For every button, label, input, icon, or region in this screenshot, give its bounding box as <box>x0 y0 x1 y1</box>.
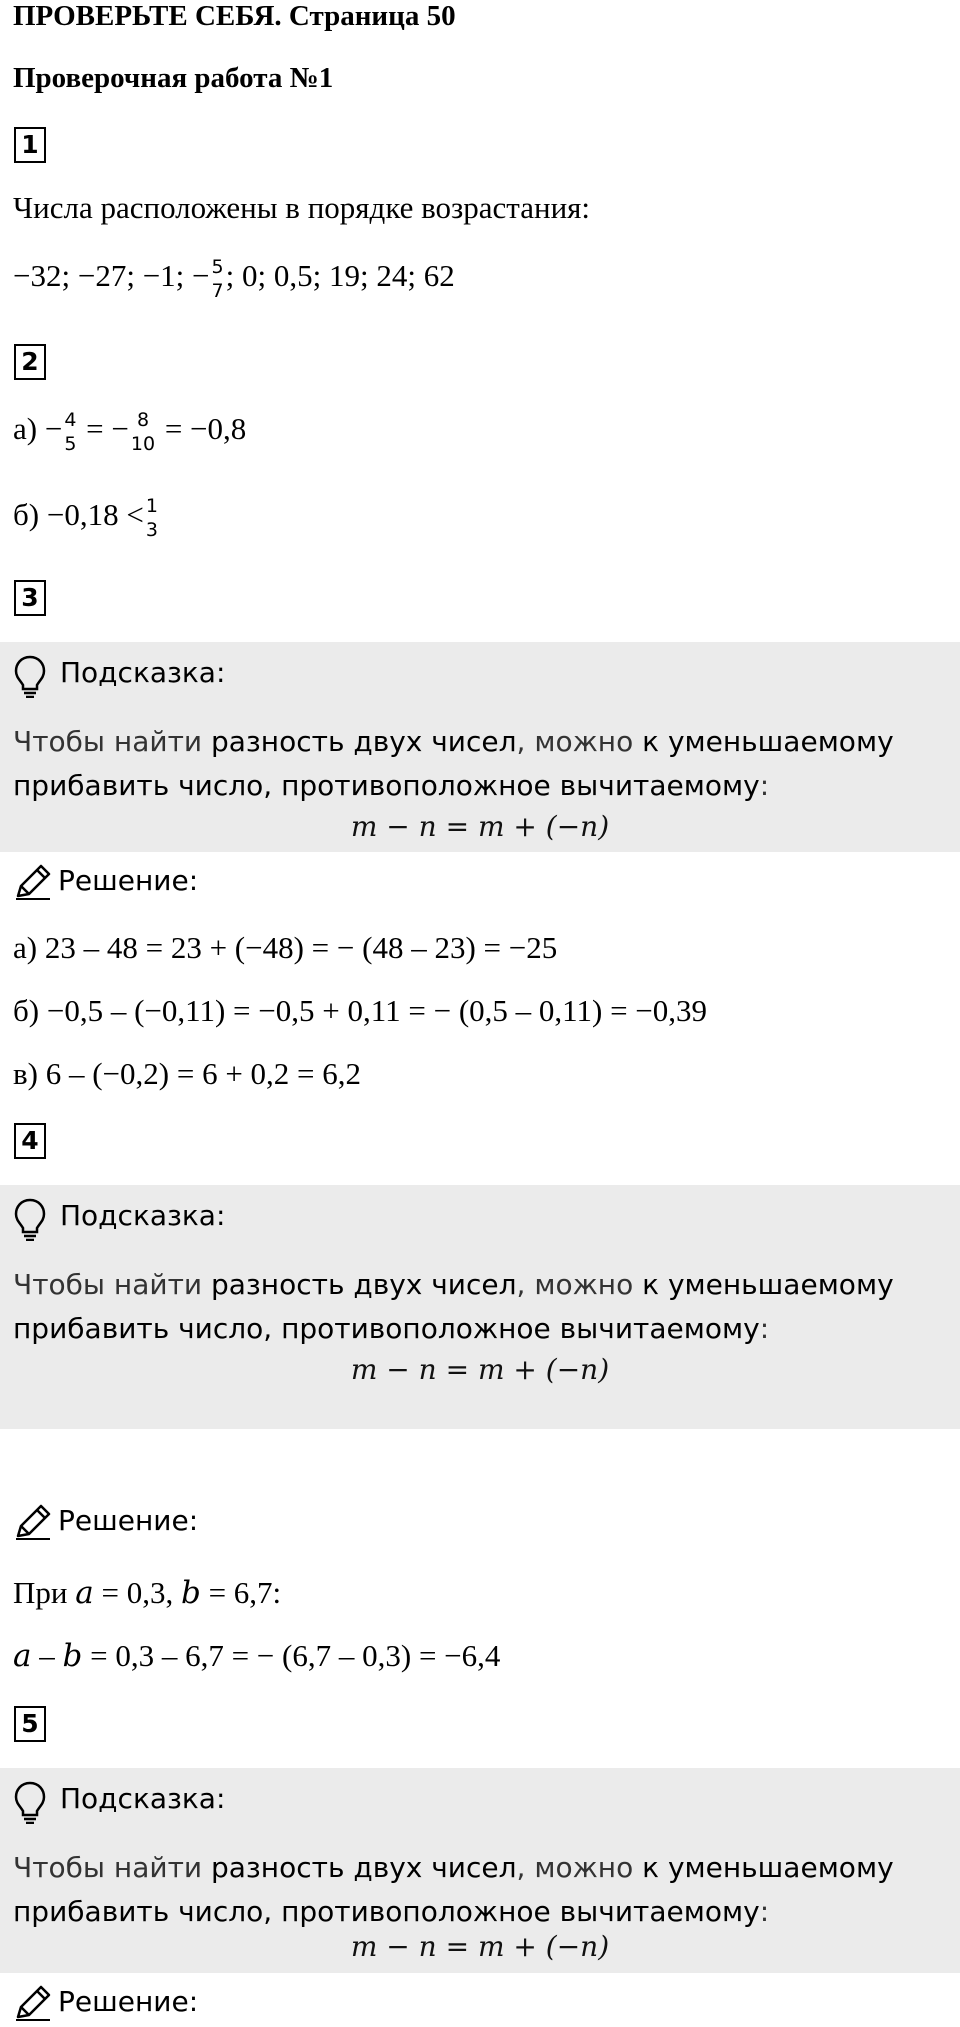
task1-sequence <box>13 255 455 303</box>
hint-box-5 <box>0 1768 960 1973</box>
variable-a: a <box>13 1638 32 1674</box>
hint-text <box>13 720 953 808</box>
variable-a: a <box>75 1575 94 1611</box>
task4-text-part: При <box>13 1575 76 1610</box>
hint-bold-term: прибавить число, противоположное вычитаемому <box>13 769 760 802</box>
hint-bold-term: прибавить число, противоположное вычитаемому <box>13 1312 760 1345</box>
hint-bold-term: разность двух чисел <box>210 1268 517 1301</box>
hint-box-4 <box>0 1185 960 1429</box>
hint-title: Подсказка: <box>60 1199 226 1232</box>
fraction-denominator: 3 <box>145 519 158 541</box>
fraction-denominator: 5 <box>64 433 77 455</box>
hint-bold-term: к уменьшаемому <box>642 1268 894 1301</box>
pencil-icon <box>12 862 54 902</box>
page-subtitle: Проверочная работа №1 <box>13 62 334 94</box>
task-number-1: 1 <box>14 127 46 163</box>
fraction-denominator: 7 <box>211 280 224 302</box>
hint-text-part: Чтобы найти <box>13 1268 211 1301</box>
hint-bold-term: разность двух чисел <box>210 1851 517 1884</box>
task2-a-prefix: а) − <box>13 411 63 447</box>
solution-label: Решение: <box>58 1504 199 1537</box>
hint-text-part: : <box>759 769 770 802</box>
solution-label: Решение: <box>58 864 199 897</box>
hint-bold-term: к уменьшаемому <box>642 1851 894 1884</box>
hint-text-part: , можно <box>516 1851 643 1884</box>
task3-line-b: б) −0,5 – (−0,11) = −0,5 + 0,11 = − (0,5 – 0,11) = −0,39 <box>13 993 708 1028</box>
hint-formula: m − n = m + (−n) <box>350 1353 610 1386</box>
task-number-5: 5 <box>14 1706 46 1742</box>
task1-seq-before: −32; −27; −1; − <box>13 258 210 294</box>
fraction-numerator: 5 <box>211 256 224 278</box>
variable-b: b <box>180 1575 201 1611</box>
hint-text-part: Чтобы найти <box>13 725 211 758</box>
hint-text-part: , можно <box>516 1268 643 1301</box>
hint-text-part: : <box>759 1895 770 1928</box>
hint-text <box>13 1263 953 1351</box>
task2-b-prefix: б) −0,18 < <box>13 497 144 533</box>
task1-text: Числа расположены в порядке возрастания: <box>13 190 591 225</box>
task-number-4: 4 <box>14 1123 46 1159</box>
task1-seq-after: ; 0; 0,5; 19; 24; 62 <box>225 258 455 294</box>
task4-line-1 <box>13 1575 281 1611</box>
pencil-icon <box>12 1502 54 1542</box>
task2-line-b <box>13 494 160 542</box>
hint-formula: m − n = m + (−n) <box>350 1930 610 1963</box>
solution-heading-3 <box>12 862 198 902</box>
task3-line-c: в) 6 – (−0,2) = 6 + 0,2 = 6,2 <box>13 1056 362 1091</box>
task3-line-a: а) 23 – 48 = 23 + (−48) = − (48 – 23) = −25 <box>13 930 558 965</box>
fraction-denominator: 10 <box>130 433 156 455</box>
pencil-icon <box>12 1983 54 2023</box>
lightbulb-icon <box>12 654 48 698</box>
task2-line-a <box>13 408 246 456</box>
task2-fraction-2 <box>131 408 155 456</box>
task4-text-part: = 0,3 – 6,7 = − (6,7 – 0,3) = −6,4 <box>82 1638 501 1673</box>
hint-text-part: , можно <box>516 725 643 758</box>
hint-text-part: : <box>759 1312 770 1345</box>
task4-text-part: = 0,3, <box>93 1575 181 1610</box>
lightbulb-icon <box>12 1197 48 1241</box>
hint-text-part: Чтобы найти <box>13 1851 211 1884</box>
task2-a-end: = −0,8 <box>157 411 247 447</box>
task-number-2: 2 <box>14 344 46 380</box>
task-number-3: 3 <box>14 580 46 616</box>
hint-bold-term: разность двух чисел <box>210 725 517 758</box>
hint-text <box>13 1846 953 1934</box>
lightbulb-icon <box>12 1780 48 1824</box>
task4-line-2 <box>13 1638 500 1674</box>
fraction-numerator: 4 <box>64 409 77 431</box>
solution-heading-5 <box>12 1983 198 2023</box>
fraction-numerator: 1 <box>145 495 158 517</box>
task2-fraction-1 <box>64 408 76 456</box>
task2-fraction-3 <box>146 494 158 542</box>
task4-text-part: = 6,7: <box>200 1575 282 1610</box>
variable-b: b <box>62 1638 83 1674</box>
hint-bold-term: к уменьшаемому <box>642 725 894 758</box>
hint-title: Подсказка: <box>60 1782 226 1815</box>
fraction-numerator: 8 <box>136 409 150 431</box>
solution-label: Решение: <box>58 1985 199 2018</box>
task2-a-mid: = − <box>78 411 129 447</box>
task1-fraction <box>212 255 224 303</box>
hint-bold-term: прибавить число, противоположное вычитаемому <box>13 1895 760 1928</box>
hint-title: Подсказка: <box>60 656 226 689</box>
hint-formula: m − n = m + (−n) <box>350 810 610 843</box>
page-title: ПРОВЕРЬТЕ СЕБЯ. Страница 50 <box>13 0 456 32</box>
task4-text-part: – <box>31 1638 63 1673</box>
solution-heading-4 <box>12 1502 198 1542</box>
hint-box-3 <box>0 642 960 852</box>
